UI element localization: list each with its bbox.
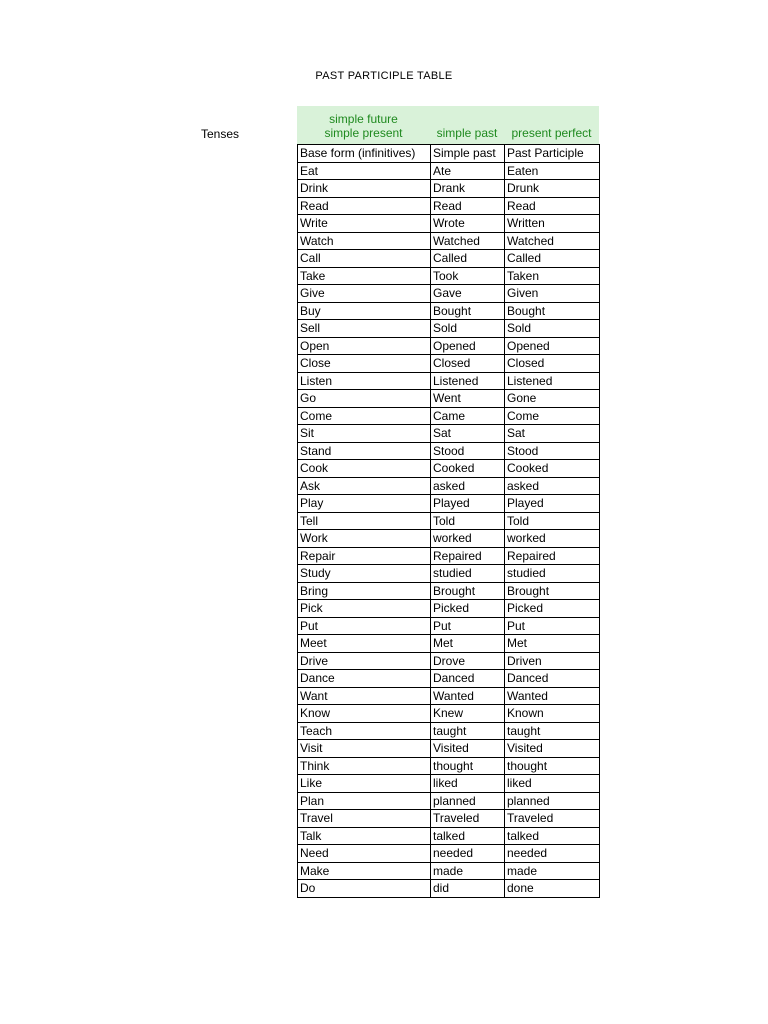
simple-past-cell: Brought (431, 582, 505, 600)
base-form-cell: Watch (298, 232, 431, 250)
base-form-cell: Work (298, 530, 431, 548)
table-row (298, 792, 600, 810)
past-participle-cell: needed (505, 845, 600, 863)
table-row (298, 215, 600, 233)
past-participle-cell: Played (505, 495, 600, 513)
simple-past-cell: Stood (431, 442, 505, 460)
page-title: PAST PARTICIPLE TABLE (315, 70, 453, 82)
base-form-cell: Play (298, 495, 431, 513)
past-participle-cell: liked (505, 775, 600, 793)
simple-past-cell: Cooked (431, 460, 505, 478)
base-form-cell: Know (298, 705, 431, 723)
simple-past-cell: Took (431, 267, 505, 285)
simple-past-cell: Met (431, 635, 505, 653)
simple-past-cell: talked (431, 827, 505, 845)
base-form-cell: Eat (298, 162, 431, 180)
table-row (298, 477, 600, 495)
simple-past-cell: Opened (431, 337, 505, 355)
table-row (298, 250, 600, 268)
base-form-cell: Think (298, 757, 431, 775)
base-form-cell: Drink (298, 180, 431, 198)
past-participle-cell: Met (505, 635, 600, 653)
past-participle-cell: planned (505, 792, 600, 810)
table-row (298, 652, 600, 670)
past-participle-cell: Given (505, 285, 600, 303)
table-row (298, 757, 600, 775)
simple-past-cell: Put (431, 617, 505, 635)
table-row (298, 460, 600, 478)
table-row (298, 670, 600, 688)
past-participle-cell: Opened (505, 337, 600, 355)
table-row (298, 565, 600, 583)
past-participle-cell: Listened (505, 372, 600, 390)
base-form-cell: Like (298, 775, 431, 793)
column-header-simple-past: Simple past (431, 145, 505, 163)
simple-past-cell: Wrote (431, 215, 505, 233)
tenses-label: Tenses (201, 127, 240, 141)
past-participle-cell: Traveled (505, 810, 600, 828)
base-form-cell: Teach (298, 722, 431, 740)
base-form-cell: Listen (298, 372, 431, 390)
tense-header-band (297, 106, 599, 144)
past-participle-cell: Sat (505, 425, 600, 443)
base-form-cell: Ask (298, 477, 431, 495)
table-row (298, 740, 600, 758)
base-form-cell: Want (298, 687, 431, 705)
simple-past-cell: Watched (431, 232, 505, 250)
base-form-cell: Give (298, 285, 431, 303)
simple-past-cell: Visited (431, 740, 505, 758)
simple-past-cell: Came (431, 407, 505, 425)
past-participle-cell: Come (505, 407, 600, 425)
base-form-cell: Bring (298, 582, 431, 600)
past-participle-cell: Read (505, 197, 600, 215)
table-row (298, 162, 600, 180)
table-row (298, 407, 600, 425)
table-row (298, 880, 600, 898)
base-form-cell: Study (298, 565, 431, 583)
table-row (298, 355, 600, 373)
base-form-cell: Write (298, 215, 431, 233)
past-participle-cell: thought (505, 757, 600, 775)
base-form-cell: Drive (298, 652, 431, 670)
table-row (298, 425, 600, 443)
past-participle-cell: Stood (505, 442, 600, 460)
past-participle-cell: Driven (505, 652, 600, 670)
table-row (298, 197, 600, 215)
simple-past-cell: made (431, 862, 505, 880)
past-participle-cell: Written (505, 215, 600, 233)
table-row (298, 302, 600, 320)
table-row (298, 617, 600, 635)
table-row (298, 495, 600, 513)
past-participle-cell: Repaired (505, 547, 600, 565)
base-form-cell: Take (298, 267, 431, 285)
simple-past-cell: Went (431, 390, 505, 408)
past-participle-cell: taught (505, 722, 600, 740)
simple-past-cell: Sat (431, 425, 505, 443)
verb-table (297, 144, 600, 898)
base-form-cell: Pick (298, 600, 431, 618)
past-participle-cell: Bought (505, 302, 600, 320)
simple-past-cell: Repaired (431, 547, 505, 565)
simple-past-cell: Gave (431, 285, 505, 303)
table-row (298, 827, 600, 845)
base-form-cell: Open (298, 337, 431, 355)
base-form-cell: Tell (298, 512, 431, 530)
base-form-cell: Make (298, 862, 431, 880)
simple-past-cell: did (431, 880, 505, 898)
past-participle-cell: Visited (505, 740, 600, 758)
simple-past-cell: Bought (431, 302, 505, 320)
base-form-cell: Repair (298, 547, 431, 565)
table-row (298, 547, 600, 565)
past-participle-cell: Picked (505, 600, 600, 618)
base-form-cell: Buy (298, 302, 431, 320)
simple-past-cell: Closed (431, 355, 505, 373)
verb-rows (298, 162, 600, 897)
base-form-cell: Call (298, 250, 431, 268)
past-participle-cell: Sold (505, 320, 600, 338)
base-form-cell: Do (298, 880, 431, 898)
tense-simple-future-present (297, 112, 430, 140)
table-row (298, 530, 600, 548)
simple-past-cell: liked (431, 775, 505, 793)
table-header-row (298, 145, 600, 163)
base-form-cell: Dance (298, 670, 431, 688)
simple-past-cell: planned (431, 792, 505, 810)
past-participle-cell: done (505, 880, 600, 898)
table-row (298, 390, 600, 408)
base-form-cell: Sell (298, 320, 431, 338)
base-form-cell: Cook (298, 460, 431, 478)
past-participle-cell: Known (505, 705, 600, 723)
column-header-past-participle: Past Participle (505, 145, 600, 163)
past-participle-cell: Drunk (505, 180, 600, 198)
simple-past-cell: asked (431, 477, 505, 495)
table-row (298, 337, 600, 355)
past-participle-cell: Danced (505, 670, 600, 688)
base-form-cell: Put (298, 617, 431, 635)
simple-past-cell: Played (431, 495, 505, 513)
base-form-cell: Come (298, 407, 431, 425)
table-row (298, 810, 600, 828)
simple-past-cell: taught (431, 722, 505, 740)
table-row (298, 705, 600, 723)
simple-past-cell: needed (431, 845, 505, 863)
simple-past-cell: Drank (431, 180, 505, 198)
simple-past-cell: thought (431, 757, 505, 775)
tense-simple-past: simple past (436, 126, 498, 140)
base-form-cell: Sit (298, 425, 431, 443)
column-header-base-form: Base form (infinitives) (298, 145, 431, 163)
past-participle-cell: Taken (505, 267, 600, 285)
table-row (298, 687, 600, 705)
table-row (298, 267, 600, 285)
table-row (298, 722, 600, 740)
base-form-cell: Visit (298, 740, 431, 758)
table-row (298, 232, 600, 250)
simple-past-cell: Danced (431, 670, 505, 688)
table-row (298, 845, 600, 863)
simple-past-cell: worked (431, 530, 505, 548)
past-participle-cell: talked (505, 827, 600, 845)
simple-past-cell: Traveled (431, 810, 505, 828)
past-participle-cell: Gone (505, 390, 600, 408)
base-form-cell: Talk (298, 827, 431, 845)
base-form-cell: Close (298, 355, 431, 373)
simple-past-cell: Ate (431, 162, 505, 180)
simple-past-cell: Told (431, 512, 505, 530)
base-form-cell: Read (298, 197, 431, 215)
table-row (298, 635, 600, 653)
table-row (298, 320, 600, 338)
base-form-cell: Travel (298, 810, 431, 828)
simple-past-cell: Picked (431, 600, 505, 618)
past-participle-cell: Wanted (505, 687, 600, 705)
table-row (298, 775, 600, 793)
past-participle-cell: Brought (505, 582, 600, 600)
table-row (298, 180, 600, 198)
table-row (298, 862, 600, 880)
past-participle-cell: worked (505, 530, 600, 548)
past-participle-cell: Told (505, 512, 600, 530)
base-form-cell: Stand (298, 442, 431, 460)
simple-past-cell: Wanted (431, 687, 505, 705)
table-row (298, 442, 600, 460)
past-participle-cell: asked (505, 477, 600, 495)
past-participle-cell: Closed (505, 355, 600, 373)
simple-past-cell: Knew (431, 705, 505, 723)
past-participle-cell: made (505, 862, 600, 880)
simple-past-cell: studied (431, 565, 505, 583)
past-participle-cell: Cooked (505, 460, 600, 478)
simple-past-cell: Sold (431, 320, 505, 338)
simple-past-cell: Listened (431, 372, 505, 390)
base-form-cell: Plan (298, 792, 431, 810)
past-participle-cell: Called (505, 250, 600, 268)
past-participle-cell: Eaten (505, 162, 600, 180)
table-row (298, 512, 600, 530)
table-row (298, 285, 600, 303)
past-participle-cell: studied (505, 565, 600, 583)
simple-past-cell: Called (431, 250, 505, 268)
simple-past-cell: Drove (431, 652, 505, 670)
table-row (298, 600, 600, 618)
simple-past-cell: Read (431, 197, 505, 215)
tense-simple-present: simple present (324, 126, 403, 140)
tense-simple-future: simple future (329, 112, 398, 126)
base-form-cell: Go (298, 390, 431, 408)
base-form-cell: Need (298, 845, 431, 863)
table-row (298, 372, 600, 390)
past-participle-cell: Put (505, 617, 600, 635)
table-row (298, 582, 600, 600)
base-form-cell: Meet (298, 635, 431, 653)
tense-present-perfect: present perfect (511, 126, 592, 140)
past-participle-cell: Watched (505, 232, 600, 250)
